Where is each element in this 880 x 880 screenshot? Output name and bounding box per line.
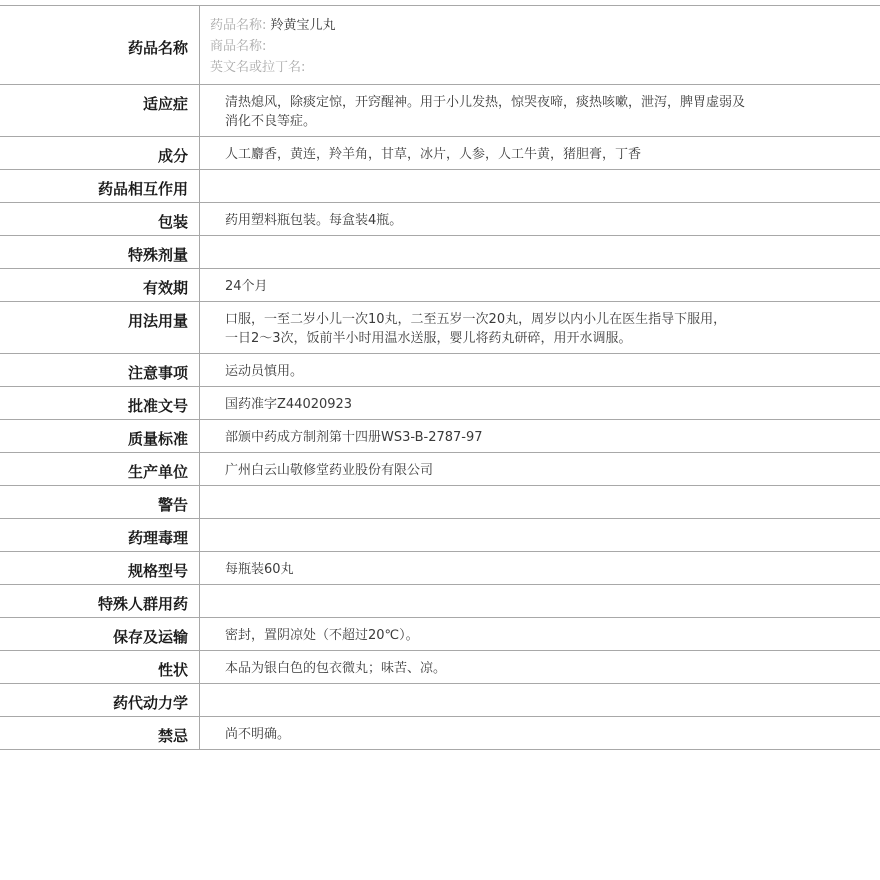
row-pharmacology bbox=[0, 519, 880, 552]
row-label: 药品相互作用 bbox=[0, 170, 200, 202]
row-indications bbox=[0, 85, 880, 137]
row-warning bbox=[0, 486, 880, 519]
value-line: 运动员慎用。 bbox=[225, 364, 304, 379]
row-label: 成分 bbox=[0, 137, 200, 169]
row-value bbox=[200, 269, 880, 301]
row-value bbox=[200, 387, 880, 419]
english-name-line bbox=[210, 57, 880, 78]
row-label: 有效期 bbox=[0, 269, 200, 301]
value-line: 尚不明确。 bbox=[225, 727, 291, 742]
row-label: 性状 bbox=[0, 651, 200, 683]
row-label: 包装 bbox=[0, 203, 200, 235]
row-value bbox=[200, 236, 880, 268]
row-manufacturer bbox=[0, 453, 880, 486]
row-label: 药代动力学 bbox=[0, 684, 200, 716]
value-line: 一日2～3次，饭前半小时用温水送服，婴儿将药丸研碎，用开水调服。 bbox=[225, 331, 632, 346]
row-label: 批准文号 bbox=[0, 387, 200, 419]
row-value bbox=[200, 420, 880, 452]
value-line: 消化不良等症。 bbox=[225, 114, 317, 129]
row-specification bbox=[0, 552, 880, 585]
row-label: 生产单位 bbox=[0, 453, 200, 485]
value-line: 部颁中药成方制剂第十四册WS3-B-2787-97 bbox=[225, 430, 483, 445]
generic-name-key: 药品名称: bbox=[210, 18, 267, 33]
row-label: 适应症 bbox=[0, 85, 200, 136]
row-packaging bbox=[0, 203, 880, 236]
row-drug-name bbox=[0, 6, 880, 85]
row-label: 规格型号 bbox=[0, 552, 200, 584]
row-value bbox=[200, 486, 880, 518]
value-line: 清热熄风，除痰定惊，开窍醒神。用于小儿发热，惊哭夜啼，痰热咳嗽，泄泻，脾胃虚弱及 bbox=[225, 95, 746, 110]
row-approval-number bbox=[0, 387, 880, 420]
value-line: 国药准字Z44020923 bbox=[225, 397, 353, 412]
value-line: 药用塑料瓶包装。每盒装4瓶。 bbox=[225, 213, 403, 228]
row-value bbox=[200, 651, 880, 683]
row-storage bbox=[0, 618, 880, 651]
value-line: 24个月 bbox=[225, 279, 268, 294]
row-label: 药理毒理 bbox=[0, 519, 200, 551]
row-label: 警告 bbox=[0, 486, 200, 518]
row-contraindications bbox=[0, 717, 880, 750]
value-line: 密封，置阴凉处（不超过20℃）。 bbox=[225, 628, 419, 643]
name-values bbox=[200, 6, 880, 84]
row-value bbox=[200, 684, 880, 716]
row-precautions bbox=[0, 354, 880, 387]
row-value bbox=[200, 519, 880, 551]
drug-info-table bbox=[0, 5, 880, 750]
row-quality-standard bbox=[0, 420, 880, 453]
row-value bbox=[200, 302, 880, 353]
row-special-dosage bbox=[0, 236, 880, 269]
generic-name-line bbox=[210, 15, 880, 36]
row-label: 禁忌 bbox=[0, 717, 200, 749]
row-label: 质量标准 bbox=[0, 420, 200, 452]
row-label: 用法用量 bbox=[0, 302, 200, 353]
row-interactions bbox=[0, 170, 880, 203]
trade-name-line bbox=[210, 36, 880, 57]
row-usage-dosage bbox=[0, 302, 880, 354]
row-value bbox=[200, 585, 880, 617]
value-line: 本品为银白色的包衣微丸；味苦、凉。 bbox=[225, 661, 447, 676]
row-value bbox=[200, 137, 880, 169]
row-value bbox=[200, 170, 880, 202]
value-line: 每瓶装60丸 bbox=[225, 562, 294, 577]
row-special-populations bbox=[0, 585, 880, 618]
row-value bbox=[200, 85, 880, 136]
value-line: 广州白云山敬修堂药业股份有限公司 bbox=[225, 463, 434, 478]
row-value bbox=[200, 453, 880, 485]
row-appearance bbox=[0, 651, 880, 684]
row-label: 注意事项 bbox=[0, 354, 200, 386]
row-value bbox=[200, 717, 880, 749]
trade-name-key: 商品名称: bbox=[210, 39, 267, 54]
row-label: 特殊人群用药 bbox=[0, 585, 200, 617]
value-line: 人工麝香，黄连，羚羊角，甘草，冰片，人参，人工牛黄，猪胆膏，丁香 bbox=[225, 147, 642, 162]
row-value bbox=[200, 618, 880, 650]
row-pharmacokinetics bbox=[0, 684, 880, 717]
row-label: 药品名称 bbox=[0, 6, 200, 84]
row-label: 特殊剂量 bbox=[0, 236, 200, 268]
value-line: 口服，一至二岁小儿一次10丸，二至五岁一次20丸，周岁以内小儿在医生指导下服用， bbox=[225, 312, 727, 327]
generic-name-value: 羚黄宝儿丸 bbox=[270, 18, 336, 33]
english-name-key: 英文名或拉丁名: bbox=[210, 60, 306, 75]
row-value bbox=[200, 203, 880, 235]
row-label: 保存及运输 bbox=[0, 618, 200, 650]
row-shelf-life bbox=[0, 269, 880, 302]
row-ingredients bbox=[0, 137, 880, 170]
row-value bbox=[200, 552, 880, 584]
row-value bbox=[200, 354, 880, 386]
